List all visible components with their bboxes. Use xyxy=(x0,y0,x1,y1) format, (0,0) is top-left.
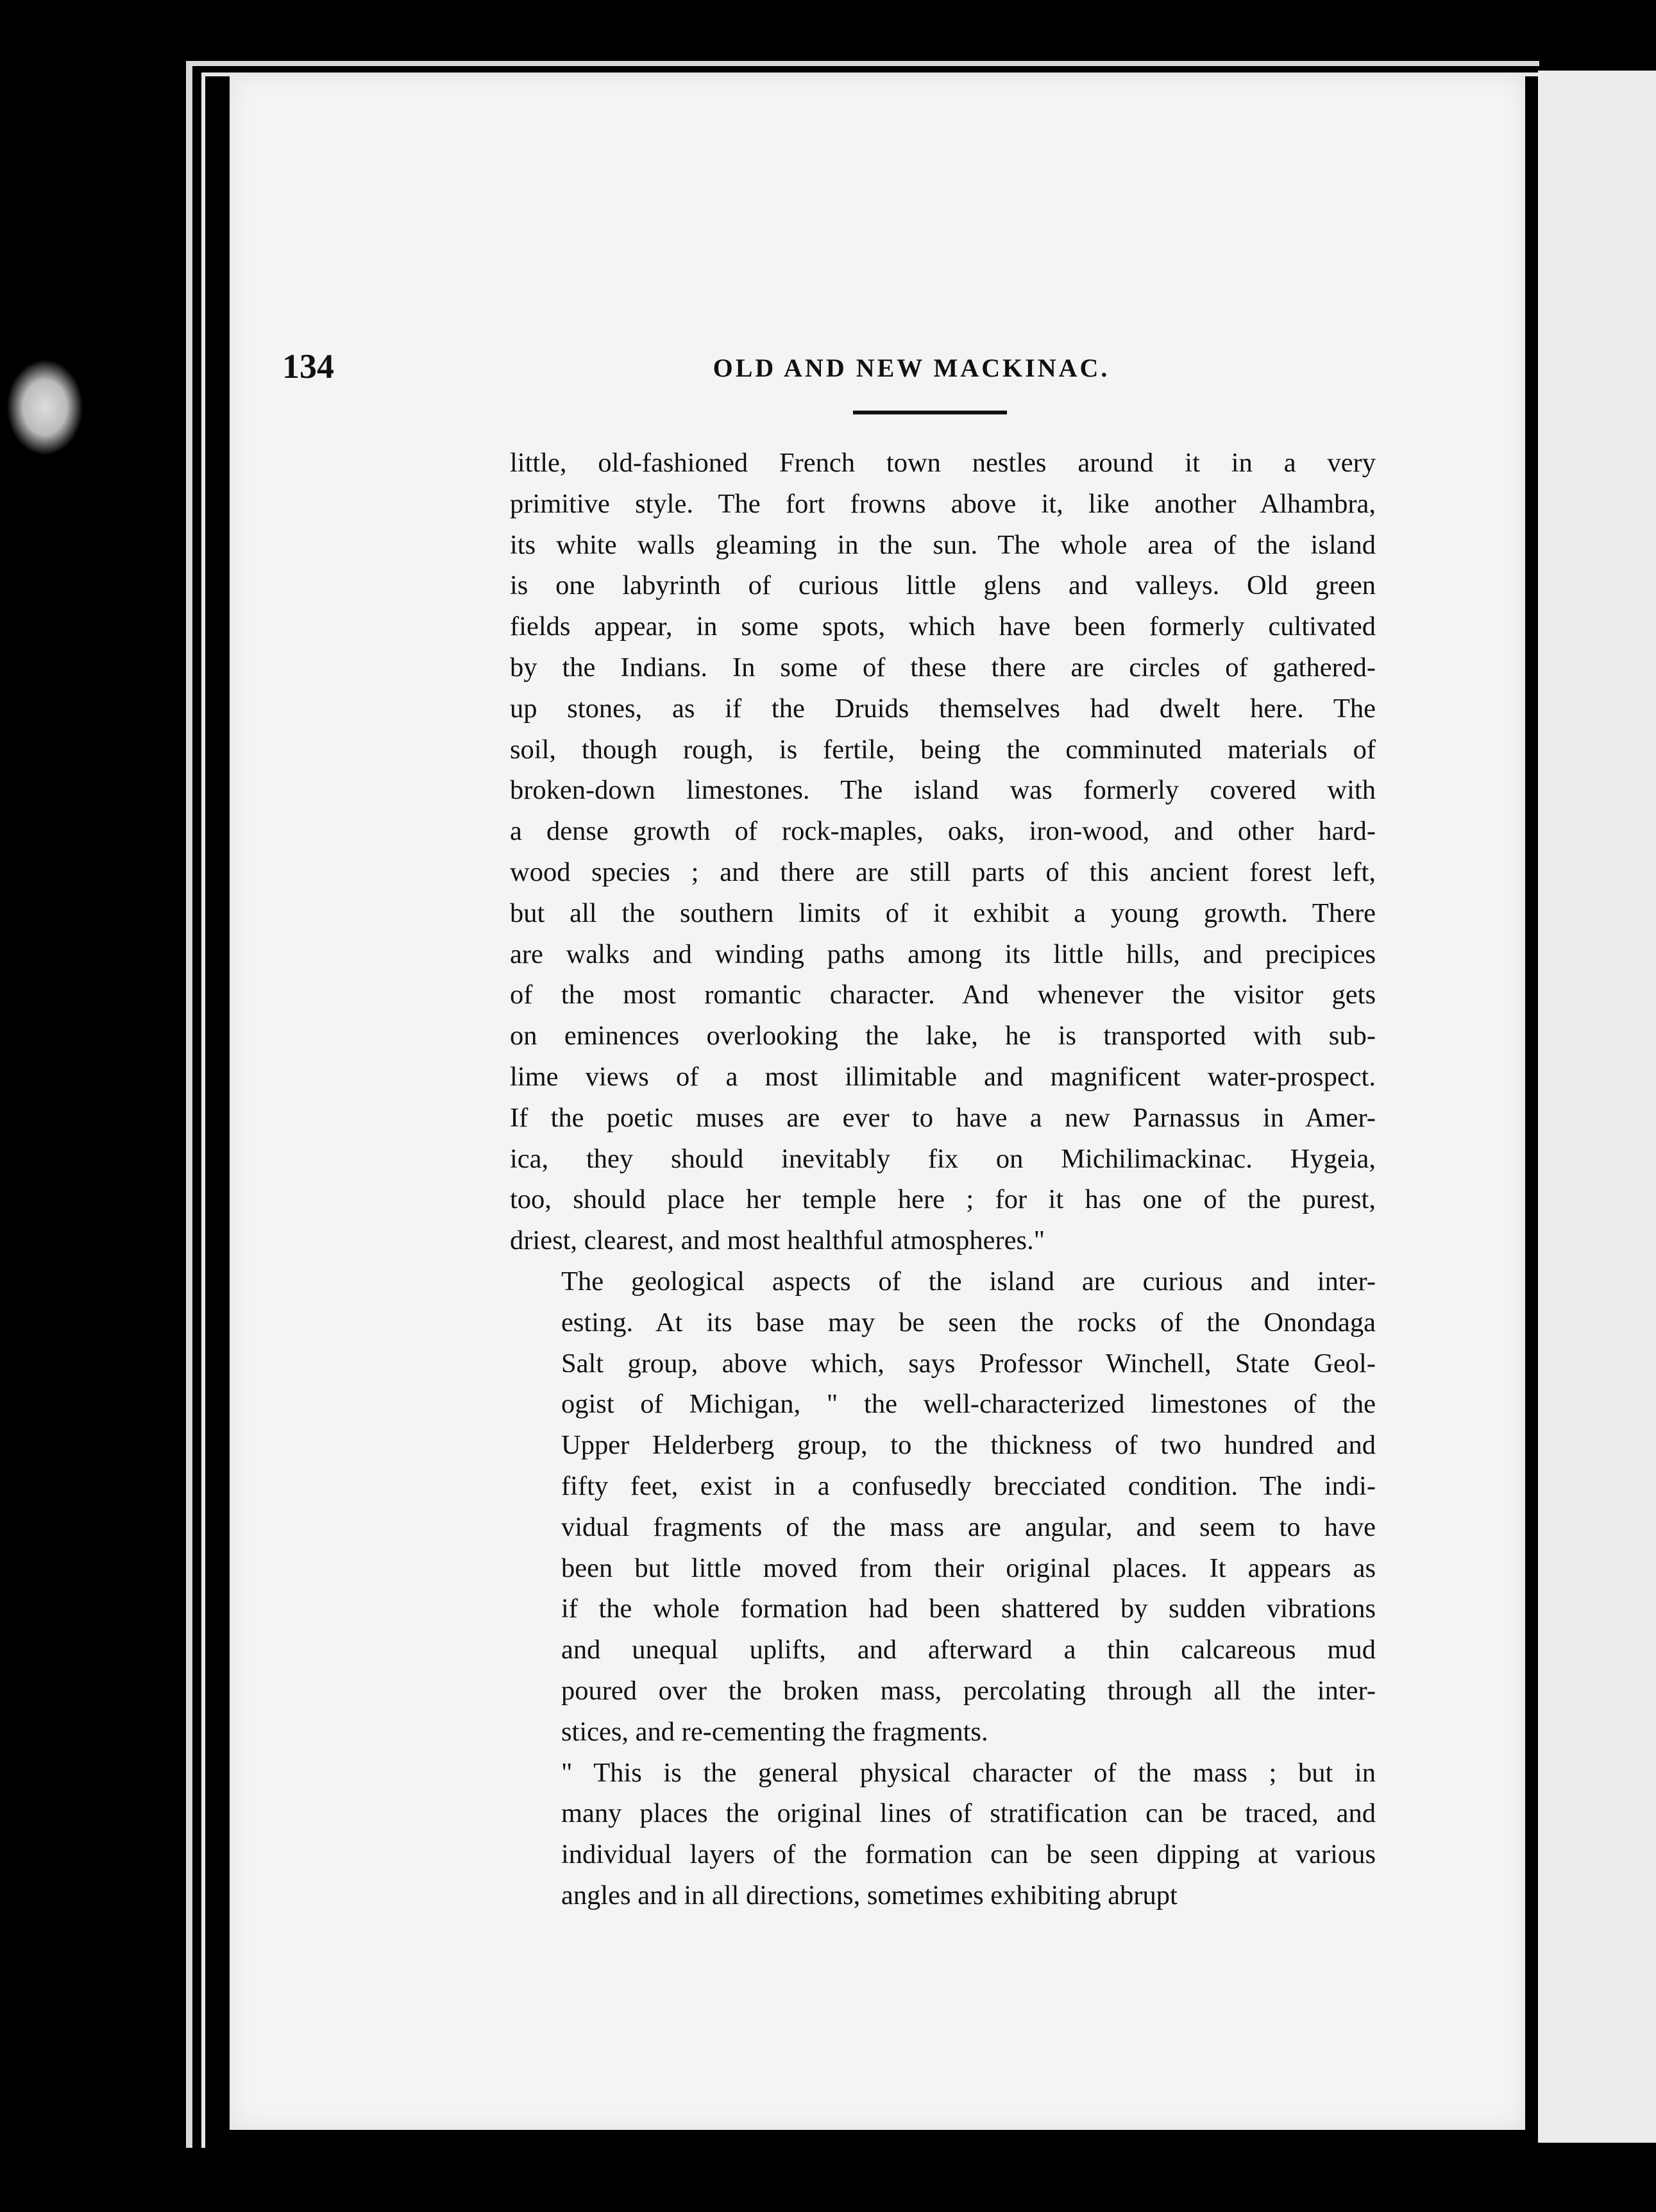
page-number: 134 xyxy=(282,347,334,386)
text-line: little, old-fashioned French town nestles around it in a very xyxy=(510,448,1376,478)
text-line: are walks and winding paths among its little hills, and precipices xyxy=(510,939,1376,969)
running-title: OLD AND NEW MACKINAC. xyxy=(713,353,1110,382)
text-line: ica, they should inevitably fix on Michilimackinac. Hygeia, xyxy=(510,1143,1376,1174)
paragraph-2 xyxy=(510,1261,1376,1753)
text-line: esting. At its base may be seen the rocks of the Onondaga xyxy=(561,1307,1376,1338)
text-line: fields appear, in some spots, which have been formerly cultivated xyxy=(510,611,1376,642)
text-line: a dense growth of rock-maples, oaks, iron-wood, and other hard- xyxy=(510,816,1376,847)
text-line: and unequal uplifts, and afterward a thin calcareous mud xyxy=(561,1635,1376,1665)
text-line: poured over the broken mass, percolating through all the inter- xyxy=(561,1675,1376,1706)
text-line: but all the southern limits of it exhibit a young growth. There xyxy=(510,898,1376,928)
text-line: by the Indians. In some of these there are circles of gathered- xyxy=(510,652,1376,683)
paragraph-1 xyxy=(510,443,1376,1261)
header-rule xyxy=(853,411,1007,414)
text-line: primitive style. The fort frowns above it, like another Alhambra, xyxy=(510,488,1376,519)
text-line: The geological aspects of the island are curious and inter- xyxy=(561,1266,1376,1297)
text-line: its white walls gleaming in the sun. The whole area of the island xyxy=(510,529,1376,560)
text-line: of the most romantic character. And whenever the visitor gets xyxy=(510,980,1376,1010)
paragraph-3 xyxy=(510,1753,1376,1916)
text-line: lime views of a most illimitable and magnificent water-prospect. xyxy=(510,1061,1376,1092)
page-header xyxy=(0,346,1656,398)
text-line: ogist of Michigan, " the well-characterized limestones of the xyxy=(561,1389,1376,1420)
text-line: driest, clearest, and most healthful atmospheres." xyxy=(510,1225,1045,1256)
text-line: is one labyrinth of curious little glens and valleys. Old green xyxy=(510,570,1376,601)
text-line: Upper Helderberg group, to the thickness of two hundred and xyxy=(561,1430,1376,1461)
text-line: on eminences overlooking the lake, he is transported with sub- xyxy=(510,1021,1376,1051)
text-line: up stones, as if the Druids themselves had dwelt here. The xyxy=(510,693,1376,724)
text-line: Salt group, above which, says Professor Winchell, State Geol- xyxy=(561,1348,1376,1379)
text-line: If the poetic muses are ever to have a new Parnassus in Amer- xyxy=(510,1102,1376,1133)
text-line: many places the original lines of stratification can be traced, and xyxy=(561,1798,1376,1829)
text-line: broken-down limestones. The island was formerly covered with xyxy=(510,775,1376,806)
text-line: fifty feet, exist in a confusedly brecciated condition. The indi- xyxy=(561,1470,1376,1501)
text-line: soil, though rough, is fertile, being the comminuted materials of xyxy=(510,734,1376,765)
text-line: wood species ; and there are still parts of this ancient forest left, xyxy=(510,856,1376,887)
text-line: " This is the general physical character of the mass ; but in xyxy=(561,1757,1376,1788)
text-line: too, should place her temple here ; for it has one of the purest, xyxy=(510,1184,1376,1215)
text-line: vidual fragments of the mass are angular, and seem to have xyxy=(561,1511,1376,1542)
text-line: angles and in all directions, sometimes exhibiting abrupt xyxy=(561,1880,1178,1910)
text-line: stices, and re-cementing the fragments. xyxy=(561,1716,988,1747)
text-line: if the whole formation had been shattered by sudden vibrations xyxy=(561,1594,1376,1624)
text-line: been but little moved from their original places. It appears as xyxy=(561,1553,1376,1583)
body-text xyxy=(510,443,1376,1916)
text-line: individual layers of the formation can be seen dipping at various xyxy=(561,1839,1376,1870)
